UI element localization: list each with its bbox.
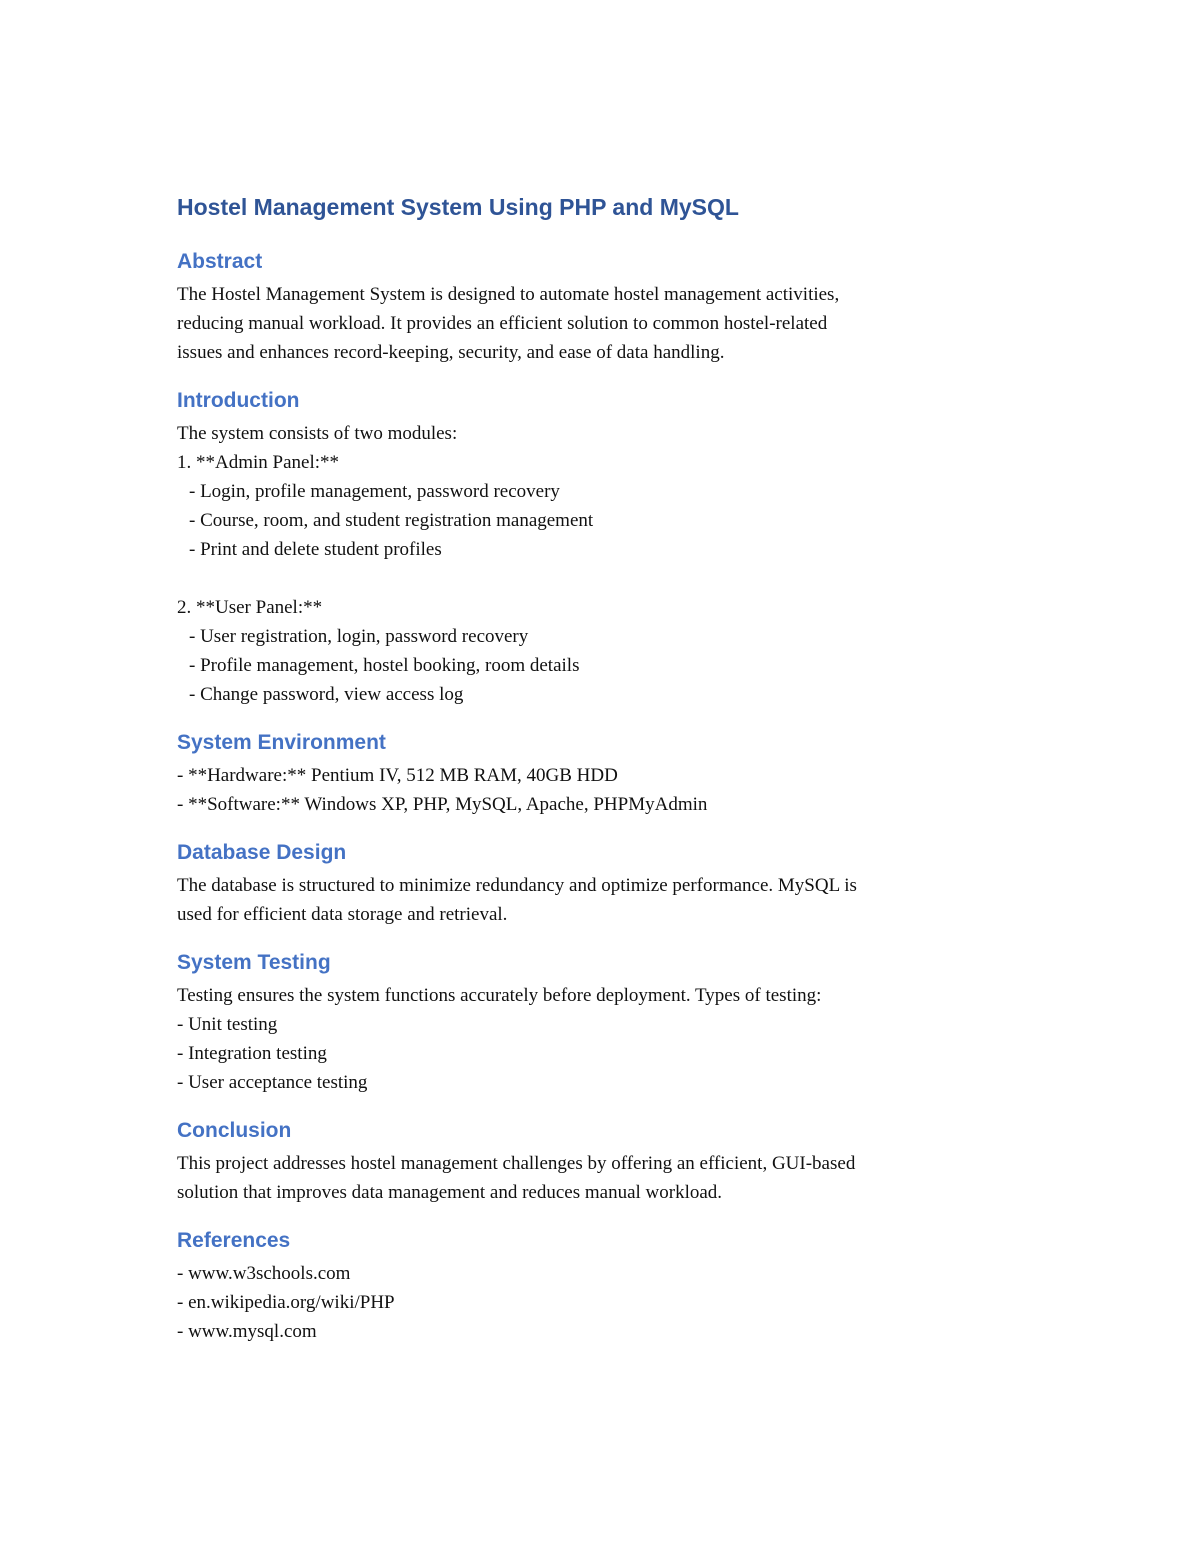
environment-section xyxy=(177,727,1037,819)
database-line: used for efficient data storage and retrieval. xyxy=(177,904,508,925)
database-line: The database is structured to minimize redundancy and optimize performance. MySQL is xyxy=(177,875,857,896)
conclusion-line: solution that improves data management and reduces manual workload. xyxy=(177,1182,723,1203)
database-heading: Database Design xyxy=(177,841,347,864)
user-panel-item: - User registration, login, password recovery xyxy=(189,626,529,647)
testing-heading: System Testing xyxy=(177,951,331,974)
testing-item: - User acceptance testing xyxy=(177,1072,368,1093)
environment-item: - **Software:** Windows XP, PHP, MySQL, Apache, PHPMyAdmin xyxy=(177,794,708,815)
document-page xyxy=(177,190,1037,1364)
conclusion-heading: Conclusion xyxy=(177,1119,292,1142)
abstract-line: reducing manual workload. It provides an efficient solution to common hostel-related xyxy=(177,313,828,334)
admin-panel-item: - Course, room, and student registration management xyxy=(189,510,594,531)
testing-item: - Unit testing xyxy=(177,1014,278,1035)
introduction-heading: Introduction xyxy=(177,389,300,412)
conclusion-line: This project addresses hostel management challenges by offering an efficient, GUI-based xyxy=(177,1153,856,1174)
admin-panel-item: - Login, profile management, password recovery xyxy=(189,481,560,502)
environment-item: - **Hardware:** Pentium IV, 512 MB RAM, 40GB HDD xyxy=(177,765,618,786)
admin-panel-title: 1. **Admin Panel:** xyxy=(177,452,340,473)
reference-item: - www.mysql.com xyxy=(177,1321,317,1342)
reference-item: - en.wikipedia.org/wiki/PHP xyxy=(177,1292,395,1313)
reference-item: - www.w3schools.com xyxy=(177,1263,351,1284)
user-panel-item: - Change password, view access log xyxy=(189,684,464,705)
abstract-line: issues and enhances record-keeping, security, and ease of data handling. xyxy=(177,342,725,363)
database-section xyxy=(177,837,1037,929)
user-panel-title: 2. **User Panel:** xyxy=(177,597,323,618)
abstract-heading: Abstract xyxy=(177,250,263,273)
introduction-intro: The system consists of two modules: xyxy=(177,423,458,444)
document-title: Hostel Management System Using PHP and MySQL xyxy=(177,194,739,220)
introduction-section xyxy=(177,385,1037,709)
admin-panel-item: - Print and delete student profiles xyxy=(189,539,442,560)
environment-heading: System Environment xyxy=(177,731,386,754)
testing-intro: Testing ensures the system functions accurately before deployment. Types of testing: xyxy=(177,985,822,1006)
references-heading: References xyxy=(177,1229,291,1252)
testing-section xyxy=(177,947,1037,1097)
references-section xyxy=(177,1225,1037,1346)
user-panel-item: - Profile management, hostel booking, room details xyxy=(189,655,580,676)
blank-line xyxy=(177,564,1037,593)
abstract-line: The Hostel Management System is designed to automate hostel management activities, xyxy=(177,284,840,305)
testing-item: - Integration testing xyxy=(177,1043,327,1064)
abstract-section xyxy=(177,246,1037,367)
conclusion-section xyxy=(177,1115,1037,1207)
